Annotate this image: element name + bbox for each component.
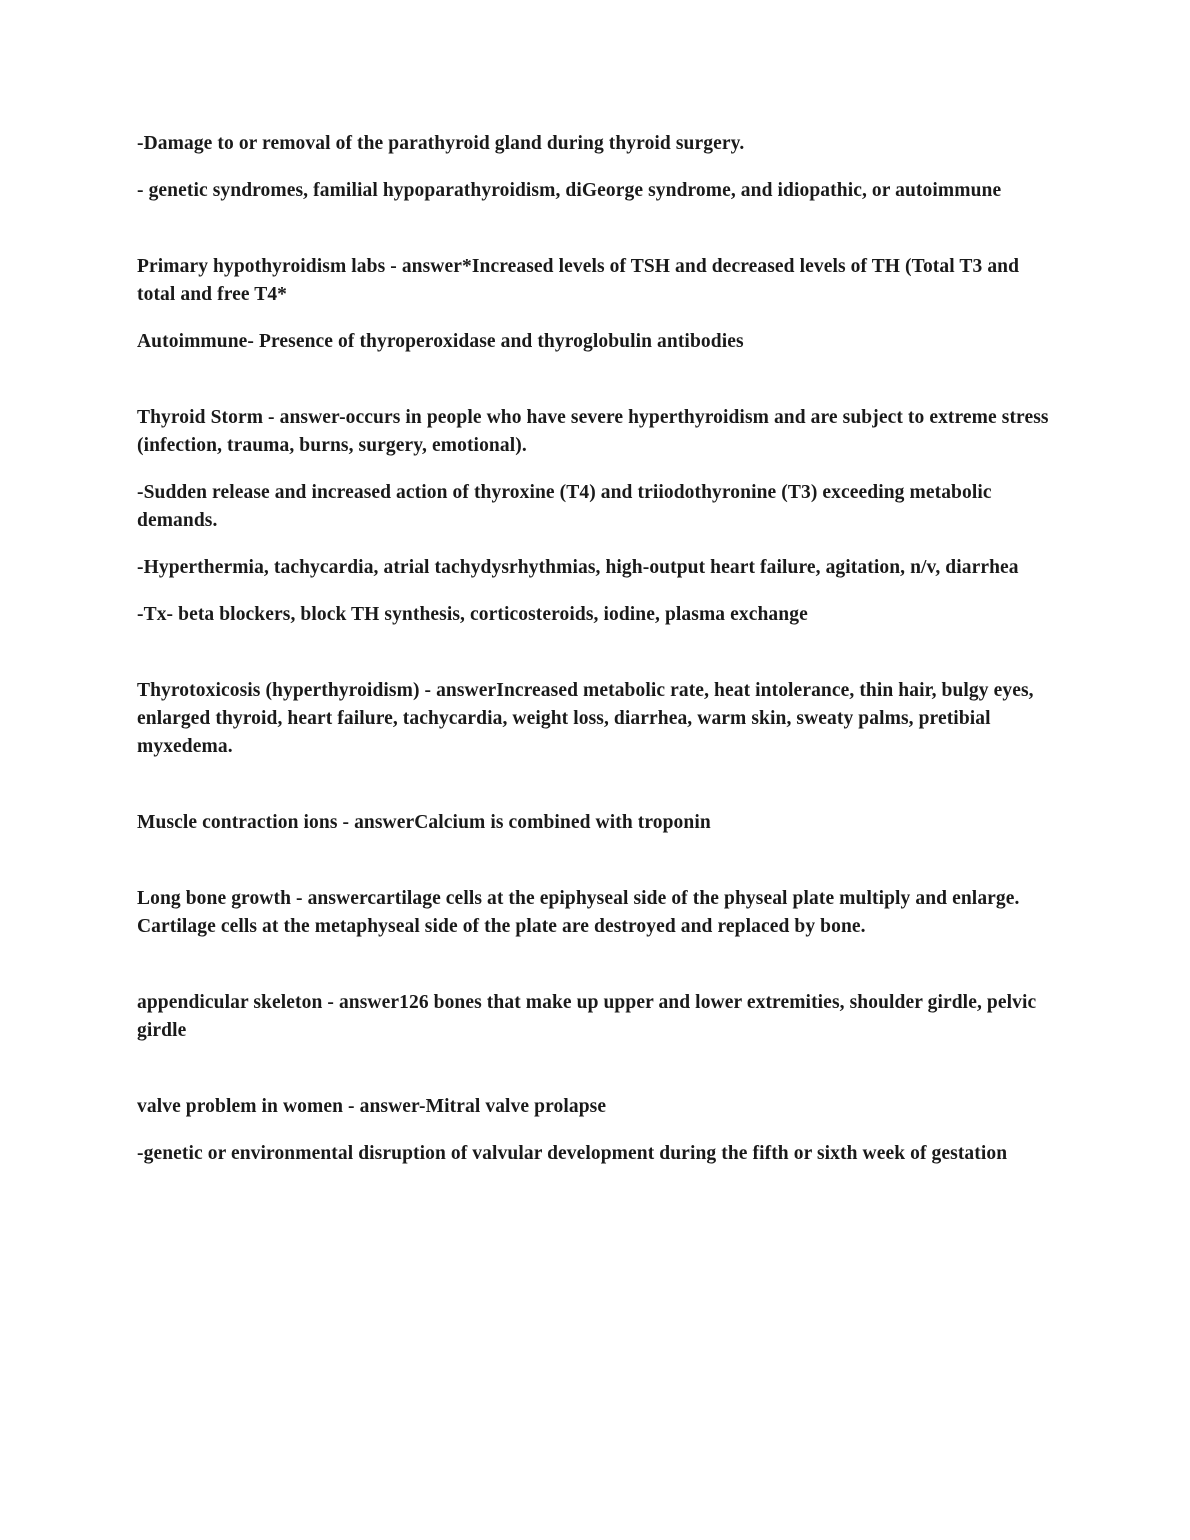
paragraph: Thyroid Storm - answer-occurs in people who have severe hyperthyroidism and are subject to extreme stress (infection, trauma, burns, surgery, emotional). — [137, 407, 1049, 456]
document-content — [137, 130, 1053, 1168]
study-entry-hypoparathyroidism-causes — [137, 130, 1053, 205]
paragraph: Autoimmune- Presence of thyroperoxidase and thyroglobulin antibodies — [137, 331, 744, 352]
paragraph: -Sudden release and increased action of thyroxine (T4) and triiodothyronine (T3) exceeding metabolic demands. — [137, 482, 992, 531]
paragraph: -genetic or environmental disruption of valvular development during the fifth or sixth week of gestation — [137, 1143, 1008, 1164]
paragraph: -Tx- beta blockers, block TH synthesis, corticosteroids, iodine, plasma exchange — [137, 604, 808, 625]
paragraph: Primary hypothyroidism labs - answer*Increased levels of TSH and decreased levels of TH (Total T3 and total and free T4* — [137, 256, 1020, 305]
paragraph: appendicular skeleton - answer126 bones that make up upper and lower extremities, shoulder girdle, pelvic girdle — [137, 992, 1037, 1041]
study-entry-thyrotoxicosis — [137, 677, 1053, 761]
study-entry-long-bone-growth — [137, 885, 1053, 941]
study-entry-primary-hypothyroidism-labs — [137, 253, 1053, 356]
study-entry-thyroid-storm — [137, 404, 1053, 629]
study-entry-appendicular-skeleton — [137, 989, 1053, 1045]
paragraph: -Damage to or removal of the parathyroid gland during thyroid surgery. — [137, 133, 745, 154]
paragraph: Long bone growth - answercartilage cells at the epiphyseal side of the physeal plate multiply and enlarge. Cartilage cells at the metaphyseal side of the plate are destroyed and replaced by bone. — [137, 888, 1020, 937]
study-entry-valve-problem-women — [137, 1093, 1053, 1168]
study-entry-muscle-contraction-ions — [137, 809, 1053, 837]
paragraph: valve problem in women - answer-Mitral valve prolapse — [137, 1096, 607, 1117]
paragraph: Muscle contraction ions - answerCalcium is combined with troponin — [137, 812, 711, 833]
paragraph: Thyrotoxicosis (hyperthyroidism) - answerIncreased metabolic rate, heat intolerance, thin hair, bulgy eyes, enlarged thyroid, heart failure, tachycardia, weight loss, diarrhea, warm skin, sweaty palms, pretibial myxedema. — [137, 680, 1034, 757]
paragraph: - genetic syndromes, familial hypoparathyroidism, diGeorge syndrome, and idiopathic, or autoimmune — [137, 180, 1002, 201]
paragraph: -Hyperthermia, tachycardia, atrial tachydysrhythmias, high-output heart failure, agitation, n/v, diarrhea — [137, 557, 1019, 578]
